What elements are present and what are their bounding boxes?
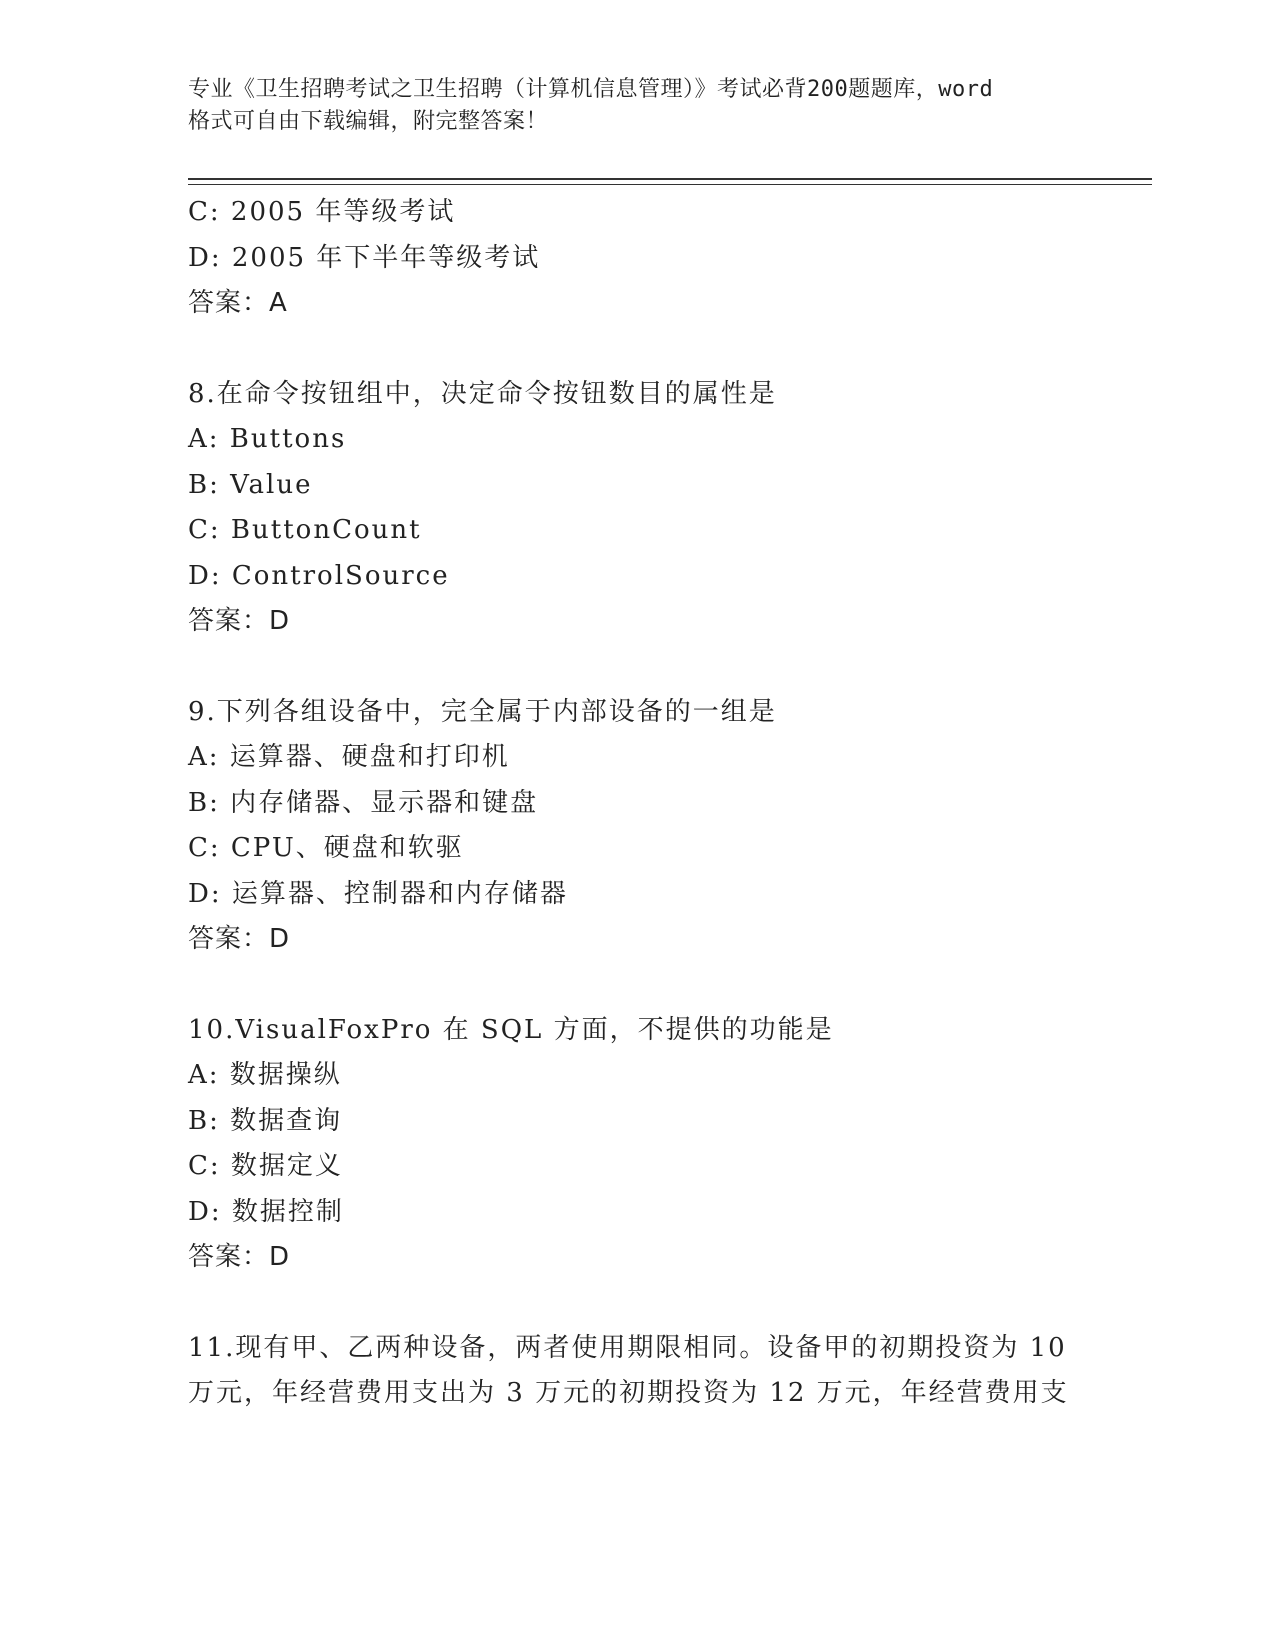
answer-line: 答案：D: [188, 1242, 291, 1272]
spacer: [188, 645, 1148, 690]
answer-line: 答案：A: [188, 288, 288, 318]
option-d: D: ControlSource: [188, 560, 450, 591]
option-c: C: 2005 年等级考试: [188, 197, 456, 227]
question-list: [188, 190, 1148, 1417]
option-d: D: 2005 年下半年等级考试: [188, 242, 541, 273]
question-8: [188, 372, 1148, 645]
spacer: [188, 327, 1148, 372]
option-d: D: 数据控制: [188, 1196, 344, 1227]
question-stem: 9.下列各组设备中，完全属于内部设备的一组是: [188, 696, 777, 727]
question-7-partial: [188, 190, 1148, 327]
option-c: C: ButtonCount: [188, 515, 422, 545]
option-a: A: 运算器、硬盘和打印机: [188, 742, 510, 772]
question-9: [188, 690, 1148, 963]
option-b: B: 内存储器、显示器和键盘: [188, 787, 539, 818]
question-10: [188, 1008, 1148, 1281]
answer-line: 答案：D: [188, 606, 291, 636]
page-header: [188, 74, 1088, 138]
option-c: C: CPU、硬盘和软驱: [188, 833, 464, 863]
question-stem: 10.VisualFoxPro 在 SQL 方面，不提供的功能是: [188, 1014, 834, 1045]
spacer: [188, 1281, 1148, 1326]
question-stem-line-2: 万元，年经营费用支出为 3 万元的初期投资为 12 万元，年经营费用支: [188, 1378, 1069, 1408]
option-d: D: 运算器、控制器和内存储器: [188, 878, 568, 909]
option-a: A: Buttons: [188, 424, 347, 454]
header-divider-thin: [188, 184, 1152, 185]
header-title-line-1: 专业《卫生招聘考试之卫生招聘（计算机信息管理）》考试必背200题题库，word: [188, 77, 994, 102]
question-stem-line-1: 11.现有甲、乙两种设备，两者使用期限相同。设备甲的初期投资为 10: [188, 1332, 1067, 1363]
spacer: [188, 963, 1148, 1008]
header-title-line-2: 格式可自由下载编辑，附完整答案！: [188, 109, 549, 134]
option-b: B: 数据查询: [188, 1105, 343, 1136]
option-c: C: 数据定义: [188, 1151, 343, 1181]
question-stem: 8.在命令按钮组中，决定命令按钮数目的属性是: [188, 378, 777, 409]
question-11: [188, 1326, 1148, 1417]
answer-line: 答案：D: [188, 924, 291, 954]
option-a: A: 数据操纵: [188, 1060, 342, 1090]
header-divider-thick: [188, 178, 1152, 180]
option-b: B: Value: [188, 469, 313, 500]
